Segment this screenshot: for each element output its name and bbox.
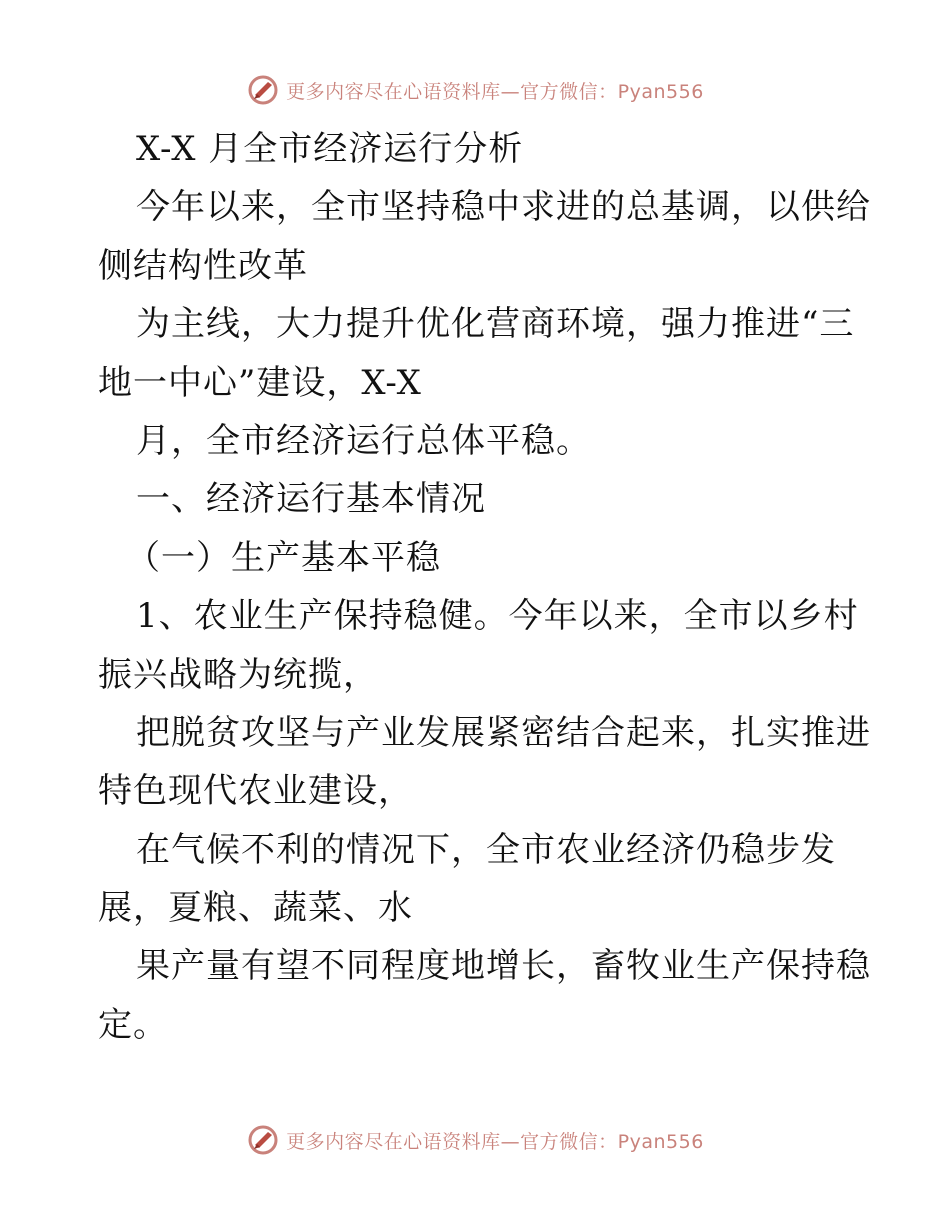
paragraph-line: 1、农业生产保持稳健。今年以来，全市以乡村 xyxy=(136,596,859,637)
paragraph-line: 今年以来，全市坚持稳中求进的总基调，以供给 xyxy=(136,187,871,228)
paragraph-line: 在气候不利的情况下，全市农业经济仍稳步发 xyxy=(136,829,836,870)
paragraph-line: 定。 xyxy=(98,1004,168,1045)
section-heading: 一、经济运行基本情况 xyxy=(136,479,486,520)
paragraph-line: 地一中心”建设，X-X xyxy=(98,362,422,403)
paragraph-line: 展，夏粮、蔬菜、水 xyxy=(98,888,413,929)
document-body xyxy=(98,120,871,1054)
brush-logo-icon xyxy=(246,1123,280,1157)
header-watermark xyxy=(0,70,950,110)
paragraph-line: 为主线，大力提升优化营商环境，强力推进“三 xyxy=(136,304,855,345)
paragraph-line: 果产量有望不同程度地增长，畜牧业生产保持稳 xyxy=(136,946,871,987)
subsection-heading: （一）生产基本平稳 xyxy=(126,537,441,578)
paragraph-line: 月，全市经济运行总体平稳。 xyxy=(136,420,591,461)
document-title: X-X 月全市经济运行分析 xyxy=(136,129,524,169)
paragraph-line: 振兴战略为统揽， xyxy=(98,654,378,695)
brush-logo-icon xyxy=(246,73,280,107)
watermark-text: 更多内容尽在心语资料库—官方微信：Pyan556 xyxy=(286,80,704,103)
footer-watermark xyxy=(0,1120,950,1160)
paragraph-line: 侧结构性改革 xyxy=(98,245,308,286)
paragraph-line: 特色现代农业建设， xyxy=(98,771,413,812)
watermark-text: 更多内容尽在心语资料库—官方微信：Pyan556 xyxy=(286,1130,704,1153)
paragraph-line: 把脱贫攻坚与产业发展紧密结合起来，扎实推进 xyxy=(136,712,871,753)
